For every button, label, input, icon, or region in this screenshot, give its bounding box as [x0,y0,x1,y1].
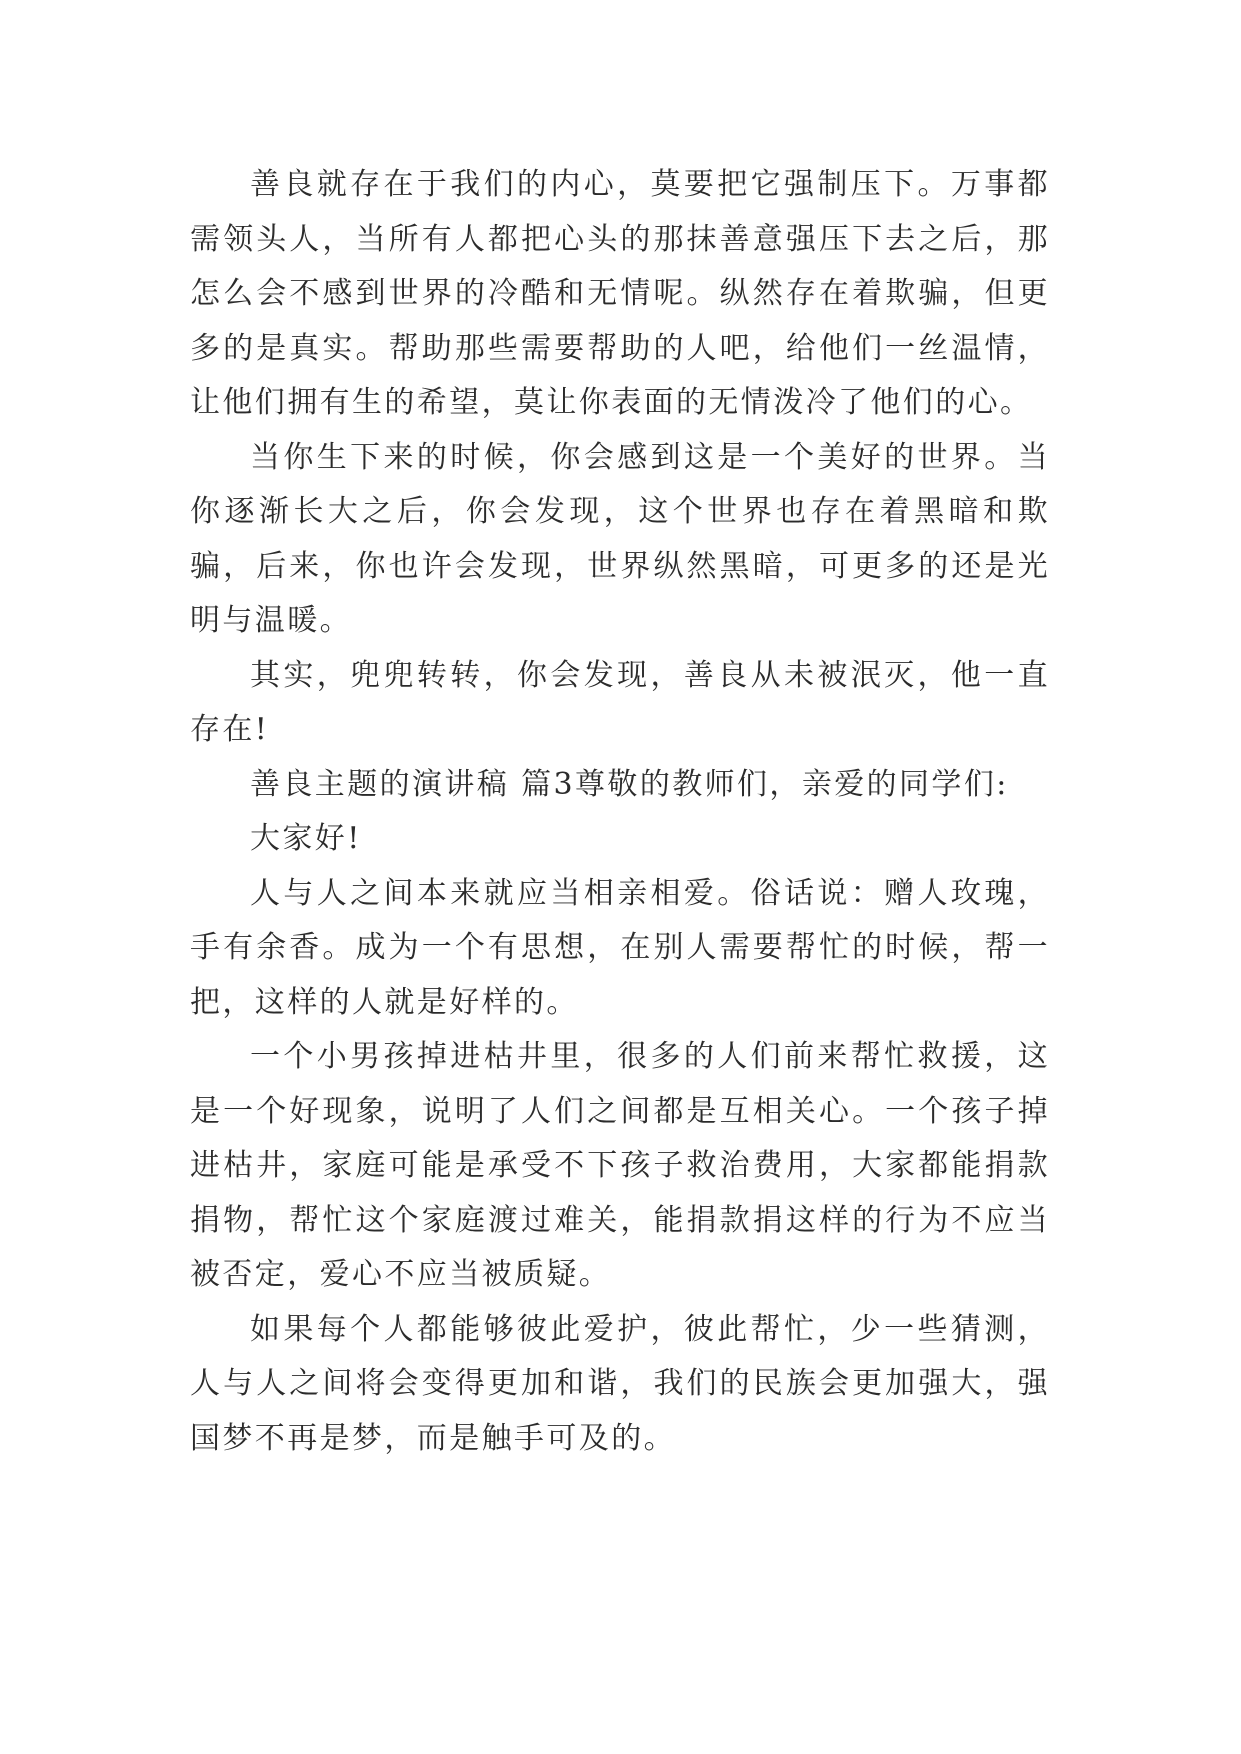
paragraph: 如果每个人都能够彼此爱护，彼此帮忙，少一些猜测，人与人之间将会变得更加和谐，我们的民族会更加强大，强国梦不再是梦，而是触手可及的。 [190,1311,1050,1456]
paragraph: 一个小男孩掉进枯井里，很多的人们前来帮忙救援，这是一个好现象，说明了人们之间都是互相关心。一个孩子掉进枯井，家庭可能是承受不下孩子救治费用，大家都能捐款捐物，帮忙这个家庭渡过难关，能捐款捐这样的行为不应当被否定，爱心不应当被质疑。 [190,1039,1050,1292]
paragraph: 善良就存在于我们的内心，莫要把它强制压下。万事都需领头人，当所有人都把心头的那抹善意强压下去之后，那怎么会不感到世界的冷酷和无情呢。纵然存在着欺骗，但更多的是真实。帮助那些需要帮助的人吧，给他们一丝温情，让他们拥有生的希望，莫让你表面的无情泼冷了他们的心。 [190,167,1050,420]
greeting: 大家好! [250,821,362,856]
paragraph: 当你生下来的时候，你会感到这是一个美好的世界。当你逐渐长大之后，你会发现，这个世界也存在着黑暗和欺骗，后来，你也许会发现，世界纵然黑暗，可更多的还是光明与温暖。 [190,439,1050,638]
section-heading: 善良主题的演讲稿 篇3尊敬的教师们，亲爱的同学们: [250,766,1009,802]
document-body [190,158,1050,1466]
paragraph: 其实，兜兜转转，你会发现，善良从未被泯灭，他一直存在! [190,657,1050,747]
paragraph: 人与人之间本来就应当相亲相爱。俗话说：赠人玫瑰，手有余香。成为一个有思想，在别人需要帮忙的时候，帮一把，这样的人就是好样的。 [190,875,1050,1020]
